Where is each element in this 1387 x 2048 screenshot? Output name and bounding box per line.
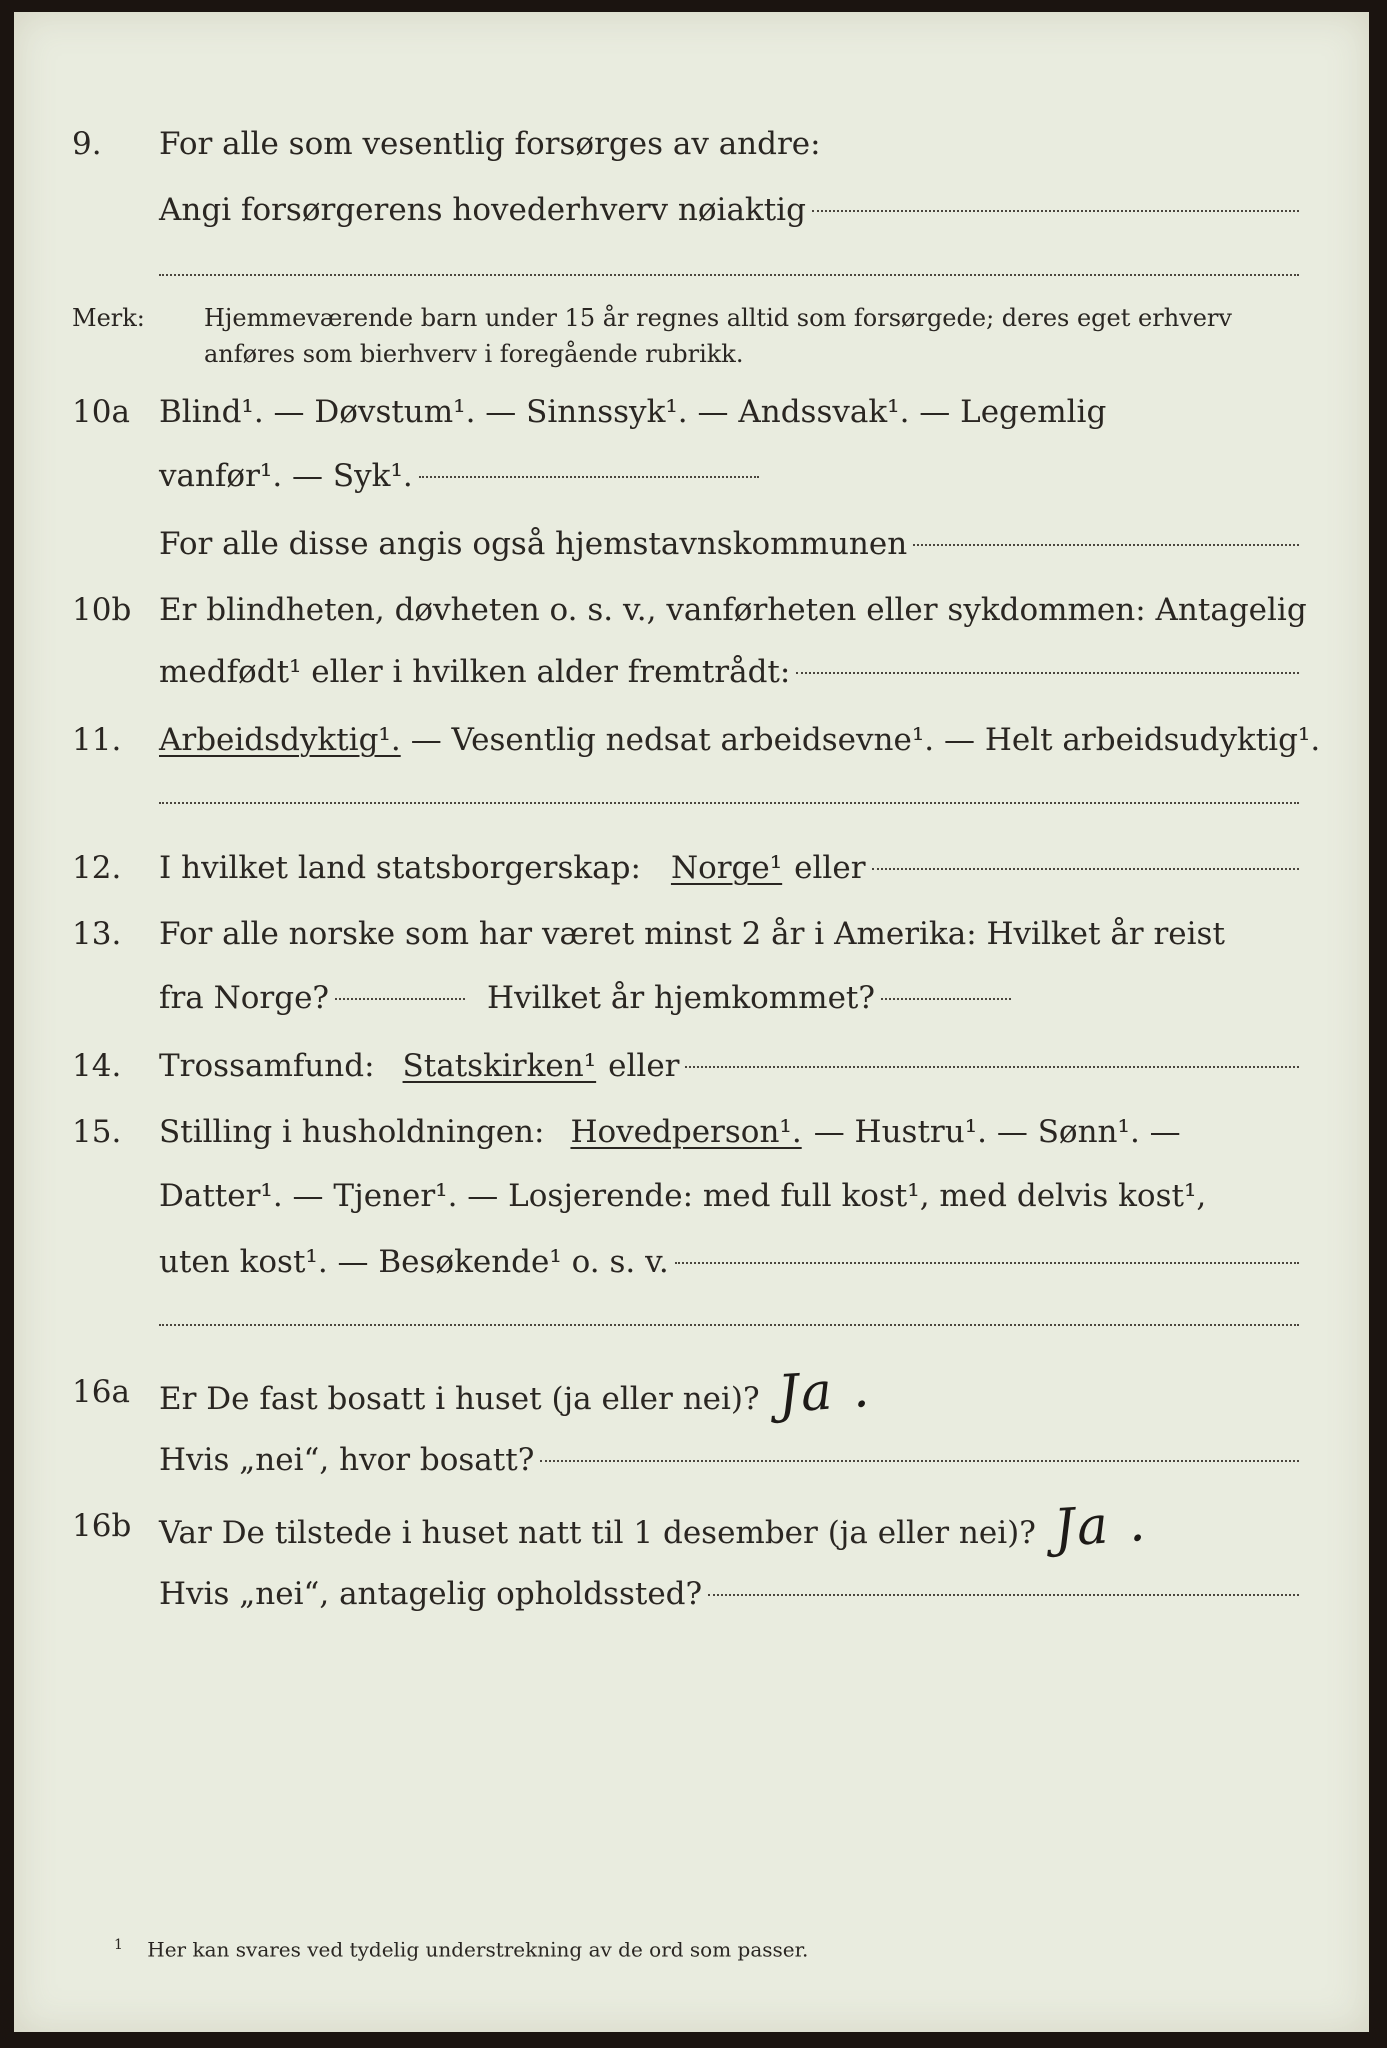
footnote-marker: 1 [114, 1937, 123, 1953]
q10a-number: 10a [72, 394, 130, 430]
footnote-text: Her kan svares ved tydelig understrekning av de ord som passer. [147, 1937, 809, 1962]
q15-rest1: — Hustru¹. — Sønn¹. — [813, 1114, 1181, 1150]
q16a-line1 [14, 1358, 1369, 1426]
q11-line [14, 716, 1369, 764]
q15-text2: Datter¹. — Tjener¹. — Losjerende: med full kost¹, med delvis kost¹, [159, 1178, 1207, 1214]
q12-post: eller [794, 850, 866, 886]
q16b-handwritten-answer: Ja . [1051, 1492, 1149, 1560]
q14-other-field[interactable] [685, 1066, 1299, 1068]
q13-text1: For alle norske som har været minst 2 år i Amerika: Hvilket år reist [159, 916, 1225, 952]
q13-line1 [14, 910, 1369, 958]
q14-pre: Trossamfund: [159, 1048, 375, 1084]
q10b-line1 [14, 586, 1369, 634]
q16b-line1 [14, 1492, 1369, 1560]
q13-hjemkommet-field[interactable] [881, 998, 1011, 1000]
q16a-line2 [14, 1436, 1369, 1484]
q11-answer-underlined: Arbeidsdyktig¹. [159, 722, 401, 758]
q10a-text1: Blind¹. — Døvstum¹. — Sinnssyk¹. — Andssvak¹. — Legemlig [159, 394, 1107, 430]
q15-answer-underlined: Hovedperson¹. [570, 1114, 802, 1150]
q16a-number: 16a [72, 1374, 130, 1410]
q10b-text2: medfødt¹ eller i hvilken alder fremtrådt: [159, 654, 791, 690]
q15-pre: Stilling i husholdningen: [159, 1114, 545, 1150]
q16a-text1: Er De fast bosatt i huset (ja eller nei)? [159, 1381, 760, 1417]
q12-line [14, 844, 1369, 892]
merk-text2: anføres som bierhverv i foregående rubrikk. [204, 340, 744, 368]
q16b-text1: Var De tilstede i huset natt til 1 desember (ja eller nei)? [159, 1515, 1036, 1551]
q13-part1: fra Norge? [159, 980, 330, 1016]
q9-line1 [14, 120, 1369, 168]
census-form-page [14, 12, 1369, 2032]
q10a-line2 [14, 452, 1369, 500]
q9-answer-line2[interactable] [159, 274, 1299, 276]
q10b-text1: Er blindheten, døvheten o. s. v., vanførheten eller sykdommen: Antagelig [159, 592, 1307, 628]
q15-other-field[interactable] [675, 1262, 1299, 1264]
q13-reist-field[interactable] [335, 998, 465, 1000]
q12-pre: I hvilket land statsborgerskap: [159, 850, 641, 886]
q15-line3 [14, 1238, 1369, 1286]
q15-number: 15. [72, 1114, 122, 1150]
q14-post: eller [608, 1048, 680, 1084]
q10a-syk-field[interactable] [419, 476, 759, 478]
q14-line [14, 1042, 1369, 1090]
q14-answer-underlined: Statskirken¹ [402, 1048, 597, 1084]
q15-text3: uten kost¹. — Besøkende¹ o. s. v. [159, 1244, 669, 1280]
merk-text1: Hjemmeværende barn under 15 år regnes alltid som forsørgede; deres eget erhverv [204, 304, 1232, 332]
q9-text1: For alle som vesentlig forsørges av andre: [159, 126, 821, 162]
footnote [114, 1930, 808, 1965]
q10a-kommune-field[interactable] [913, 544, 1299, 546]
q10b-answer-field[interactable] [796, 672, 1299, 674]
q11-number: 11. [72, 722, 122, 758]
q10a-line1 [14, 388, 1369, 436]
q16a-text2: Hvis „nei“, hvor bosatt? [159, 1442, 535, 1478]
q9-answer-field[interactable] [812, 210, 1299, 212]
q12-other-field[interactable] [872, 868, 1299, 870]
q10a-text3: For alle disse angis også hjemstavnskommunen [159, 526, 908, 562]
q12-number: 12. [72, 850, 122, 886]
q16a-bosatt-field[interactable] [540, 1460, 1299, 1462]
merk-line2 [14, 336, 1369, 384]
q16b-number: 16b [72, 1508, 132, 1544]
q10b-number: 10b [72, 592, 132, 628]
q16b-line2 [14, 1570, 1369, 1618]
q13-line2 [14, 974, 1369, 1022]
q16a-handwritten-answer: Ja . [775, 1358, 873, 1426]
q15-line1 [14, 1108, 1369, 1156]
q11-rest: — Vesentlig nedsat arbeidsevne¹. — Helt arbeidsudyktig¹. [410, 722, 1321, 758]
q16b-text2: Hvis „nei“, antagelig opholdssted? [159, 1576, 703, 1612]
q16b-opholdssted-field[interactable] [708, 1594, 1299, 1596]
q11-answer-line[interactable] [159, 802, 1299, 804]
q12-answer-underlined: Norge¹ [670, 850, 783, 886]
q10b-line2 [14, 648, 1369, 696]
q9-number: 9. [72, 126, 102, 162]
q15-line2 [14, 1172, 1369, 1220]
merk-label: Merk: [72, 304, 145, 332]
q15-answer-line[interactable] [159, 1324, 1299, 1326]
q14-number: 14. [72, 1048, 122, 1084]
q9-line2 [14, 186, 1369, 234]
q9-text2: Angi forsørgerens hovederhverv nøiaktig [159, 192, 806, 228]
q10a-line3 [14, 520, 1369, 568]
q10a-text2: vanfør¹. — Syk¹. [159, 458, 413, 494]
q13-number: 13. [72, 916, 122, 952]
q13-part2: Hvilket år hjemkommet? [487, 980, 876, 1016]
